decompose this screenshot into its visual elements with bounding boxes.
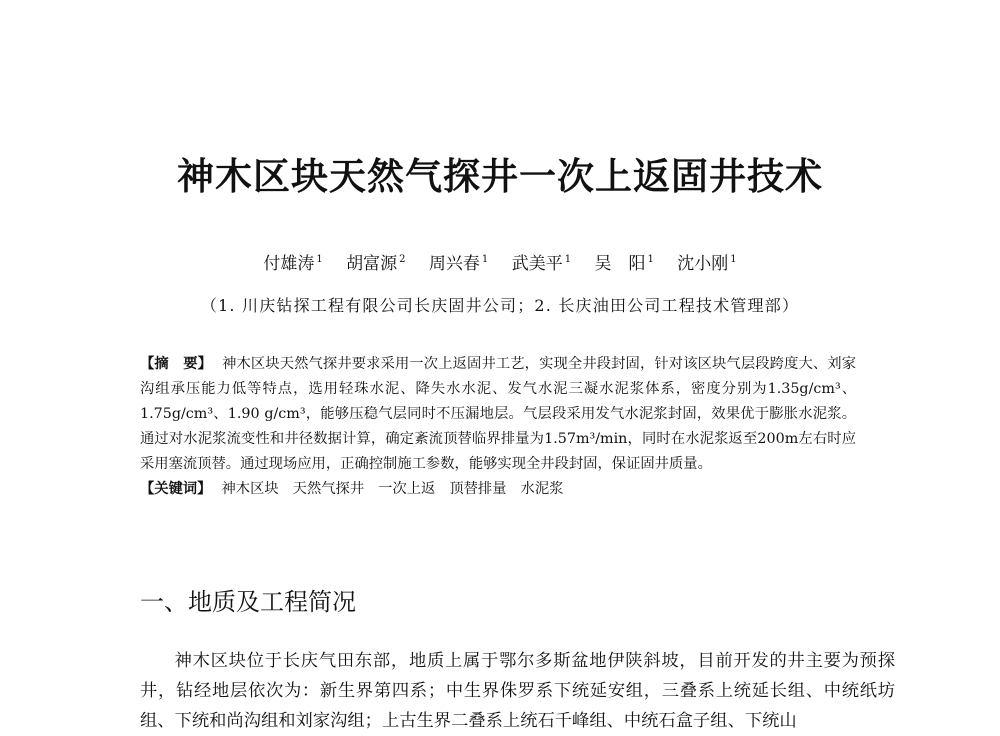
- author: 胡富源 $^2$: [346, 254, 406, 274]
- abstract-block: [140, 352, 856, 502]
- keyword: 天然气探井: [292, 481, 365, 497]
- author-list: [0, 249, 1000, 274]
- keyword: 一次上返: [378, 481, 436, 497]
- section-heading: 一、地质及工程简况: [140, 588, 356, 616]
- paper-title: 神木区块天然气探井一次上返固井技术: [177, 155, 823, 198]
- author: 沈小刚 $^1$: [677, 254, 737, 274]
- author: 周兴春 $^1$: [428, 254, 489, 274]
- abstract-label: 【摘 要】: [140, 356, 213, 372]
- author: 付雄涛 $^1$: [263, 254, 323, 274]
- abstract-paragraph: [140, 352, 856, 477]
- body-paragraph: 神木区块位于长庆气田东部，地质上属于鄂尔多斯盆地伊陕斜坡，目前开发的井主要为预探井，钻经地层依次为：新生界第四系；中生界侏罗系下统延安组，三叠系上统延长组、中统纸坊组、下统和尚沟组和刘家沟组；上古生界二叠系上统石千峰组、中统石盒子组、下统山: [140, 651, 895, 731]
- body-text: [140, 646, 895, 736]
- keyword: 水泥浆: [520, 481, 564, 497]
- keyword: 顶替排量: [449, 481, 507, 497]
- affiliation: （1. 川庆钻探工程有限公司长庆固井公司；2. 长庆油田公司工程技术管理部）: [200, 296, 800, 315]
- author: 武美平 $^1$: [511, 254, 572, 274]
- keyword: 神木区块: [221, 481, 279, 497]
- keywords-line: [140, 477, 856, 502]
- keywords-label: 【关键词】: [140, 481, 212, 497]
- abstract-text: 神木区块天然气探井要求采用一次上返固井工艺，实现全井段封固，针对该区块气层段跨度大、刘家沟组承压能力低等特点，选用轻珠水泥、降失水水泥、发气水泥三凝水泥浆体系，密度分别为1.35g/cm³、1.75g/cm³、1.90 g/cm³，能够压稳气层同时不压漏地层。气层段采用发气水泥浆封固，效果优于膨胀水泥浆。通过对水泥浆流变性和井径数据计算，确定紊流顶替临界排量为1.57m³/min，同时在水泥浆返至200m左右时应采用塞流顶替。通过现场应用，正确控制施工参数，能够实现全井段封固，保证固井质量。: [140, 356, 857, 472]
- author: 吴 阳 $^1$: [594, 254, 654, 274]
